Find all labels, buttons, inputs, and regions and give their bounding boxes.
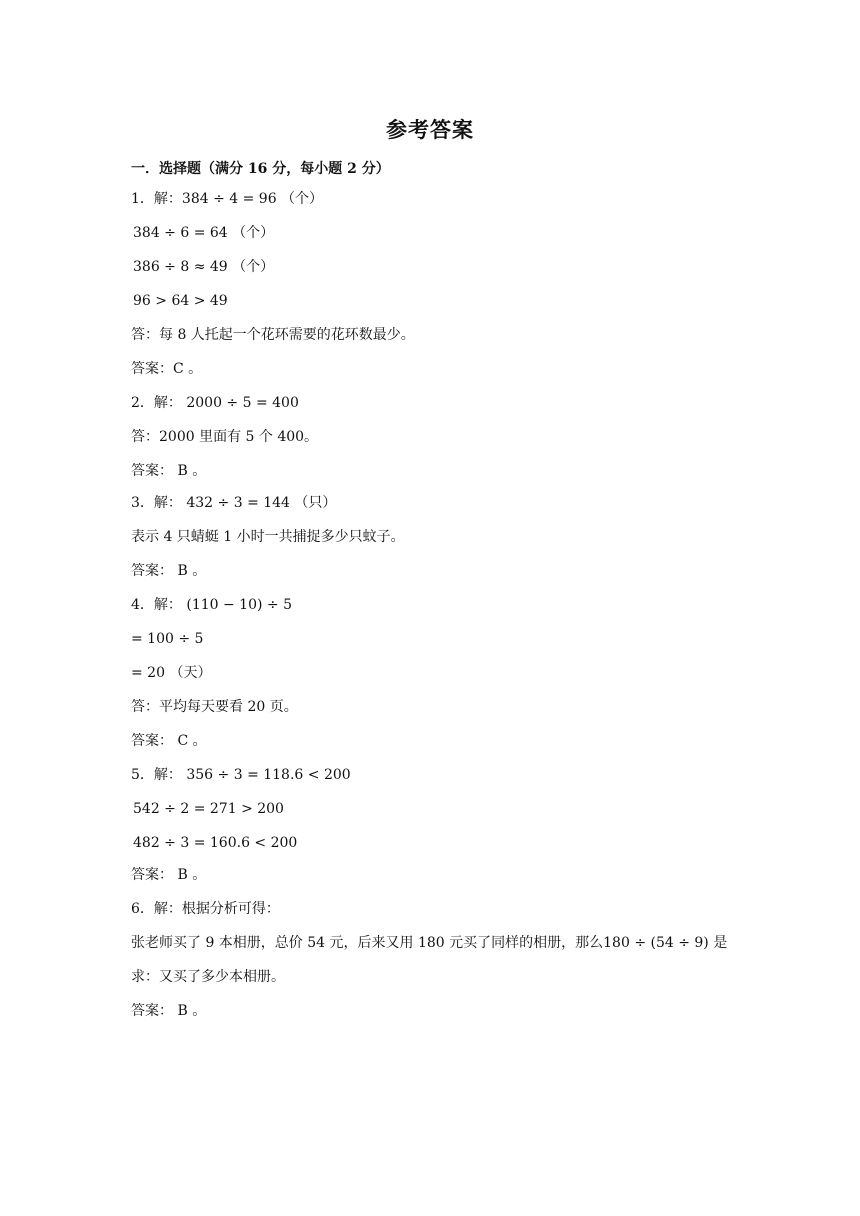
- q3-answer-choice: 答案： B 。: [131, 563, 207, 579]
- q6-explanation-cont: 求：又买了多少本相册。: [131, 969, 285, 985]
- q1-step2: 384 ÷ 6 = 64 （个）: [133, 225, 275, 241]
- q6-solution: 6．解：根据分析可得：: [131, 901, 280, 917]
- q2-answer-choice: 答案： B 。: [131, 463, 207, 479]
- q2-answer-text: 答：2000 里面有 5 个 400。: [131, 429, 319, 445]
- page-title: 参考答案: [386, 117, 474, 142]
- q3-solution: 3．解： 432 ÷ 3 = 144 （只）: [131, 495, 337, 511]
- q6-explanation: 张老师买了 9 本相册，总价 54 元，后来又用 180 元买了同样的相册，那么180 ÷ (54 ÷ 9) 是: [131, 935, 728, 951]
- section-heading: 一．选择题（满分 16 分，每小题 2 分）: [131, 161, 390, 177]
- q1-compare: 96 > 64 > 49: [133, 293, 228, 309]
- q1-solution: 1．解：384 ÷ 4 = 96 （个）: [131, 191, 324, 207]
- q2-solution: 2．解： 2000 ÷ 5 = 400: [131, 395, 299, 411]
- q5-step2: 542 ÷ 2 = 271 > 200: [133, 801, 284, 817]
- q4-answer-choice: 答案： C 。: [131, 733, 207, 749]
- q1-step3: 386 ÷ 8 ≈ 49 （个）: [133, 259, 275, 275]
- q4-step2: = 100 ÷ 5: [131, 631, 204, 647]
- q4-answer-text: 答：平均每天要看 20 页。: [131, 699, 298, 715]
- q6-answer-choice: 答案： B 。: [131, 1003, 207, 1019]
- q5-solution: 5．解： 356 ÷ 3 = 118.6 < 200: [131, 767, 351, 783]
- q1-answer-text: 答：每 8 人托起一个花环需要的花环数最少。: [131, 327, 415, 343]
- q3-explanation: 表示 4 只蜻蜓 1 小时一共捕捉多少只蚊子。: [131, 529, 405, 545]
- q5-answer-choice: 答案： B 。: [131, 867, 207, 883]
- q1-answer-choice: 答案：C 。: [131, 361, 203, 377]
- q4-solution: 4．解： (110 − 10) ÷ 5: [131, 597, 292, 613]
- q5-step3: 482 ÷ 3 = 160.6 < 200: [133, 835, 298, 851]
- q4-step3: = 20 （天）: [131, 665, 212, 681]
